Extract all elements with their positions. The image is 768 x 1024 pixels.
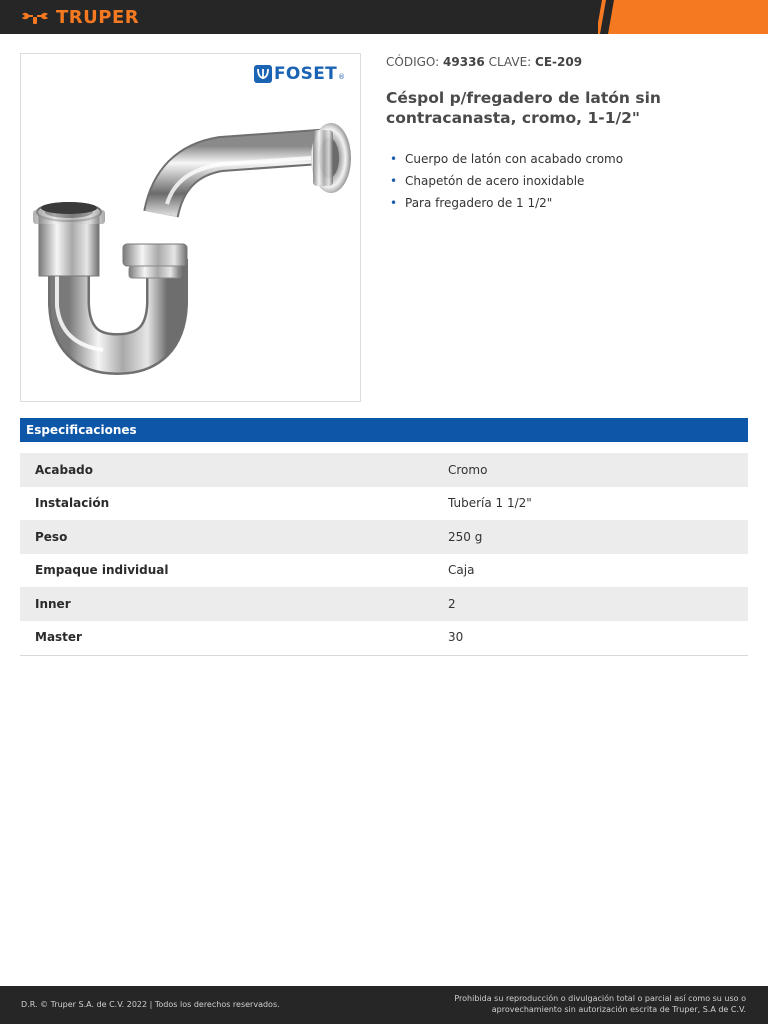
spec-label: Peso bbox=[35, 529, 68, 544]
table-row bbox=[20, 621, 748, 655]
spec-value: Tubería 1 1/2" bbox=[448, 496, 532, 511]
bullet-icon: • bbox=[390, 152, 398, 166]
footer-notice-line: Prohibida su reproducción o divulgación total o parcial así como su uso o bbox=[454, 994, 746, 1003]
spec-value: 30 bbox=[448, 630, 464, 645]
feature-item bbox=[386, 170, 748, 192]
clave-label: CLAVE: bbox=[488, 55, 532, 69]
registered-mark: ® bbox=[338, 73, 346, 81]
bullet-icon: • bbox=[390, 174, 398, 188]
product-title: Céspol p/fregadero de latón sin contracanasta, cromo, 1-1/2" bbox=[386, 89, 661, 127]
chrome-p-trap-image bbox=[21, 54, 361, 402]
spec-label: Acabado bbox=[35, 462, 94, 477]
spec-value: 250 g bbox=[448, 529, 483, 544]
table-row bbox=[20, 487, 748, 521]
truper-wrench-icon bbox=[20, 11, 50, 25]
spec-value: Cromo bbox=[448, 462, 488, 477]
feature-text: Chapetón de acero inoxidable bbox=[405, 174, 585, 188]
foset-logo-text: FOSET bbox=[274, 64, 338, 84]
brand-name: TRUPER bbox=[56, 7, 140, 28]
table-row bbox=[20, 453, 748, 487]
table-row bbox=[20, 554, 748, 588]
specs-section-header: Especificaciones bbox=[20, 418, 748, 442]
product-code-line bbox=[386, 54, 748, 70]
spec-label: Instalación bbox=[35, 496, 110, 511]
footer-notice-line: aprovechamiento sin autorización escrita de Truper, S.A de C.V. bbox=[491, 1005, 746, 1014]
truper-logo[interactable] bbox=[20, 7, 139, 29]
header-bar bbox=[0, 0, 768, 34]
table-row bbox=[20, 520, 748, 554]
code-label: CÓDIGO: bbox=[386, 55, 440, 69]
footer-bar bbox=[0, 986, 768, 1024]
feature-item bbox=[386, 148, 748, 170]
clave-value: CE-209 bbox=[535, 55, 583, 69]
feature-text: Para fregadero de 1 1/2" bbox=[405, 196, 553, 210]
table-row bbox=[20, 587, 748, 621]
feature-item bbox=[386, 192, 748, 214]
header-accent-stripe bbox=[598, 0, 768, 34]
product-image-frame bbox=[20, 53, 361, 402]
specs-table bbox=[20, 453, 748, 654]
feature-text: Cuerpo de latón con acabado cromo bbox=[405, 152, 624, 166]
product-details bbox=[386, 54, 748, 214]
footer-notice bbox=[386, 993, 746, 1015]
bullet-icon: • bbox=[390, 196, 398, 210]
spec-label: Inner bbox=[35, 596, 71, 611]
spec-value: Caja bbox=[448, 563, 475, 578]
spec-label: Master bbox=[35, 630, 82, 645]
code-value: 49336 bbox=[443, 55, 485, 69]
table-divider bbox=[20, 655, 748, 656]
spec-label: Empaque individual bbox=[35, 563, 169, 578]
spec-value: 2 bbox=[448, 596, 456, 611]
feature-list bbox=[386, 148, 748, 214]
footer-copyright: D.R. © Truper S.A. de C.V. 2022 | Todos los derechos reservados. bbox=[21, 1000, 280, 1009]
